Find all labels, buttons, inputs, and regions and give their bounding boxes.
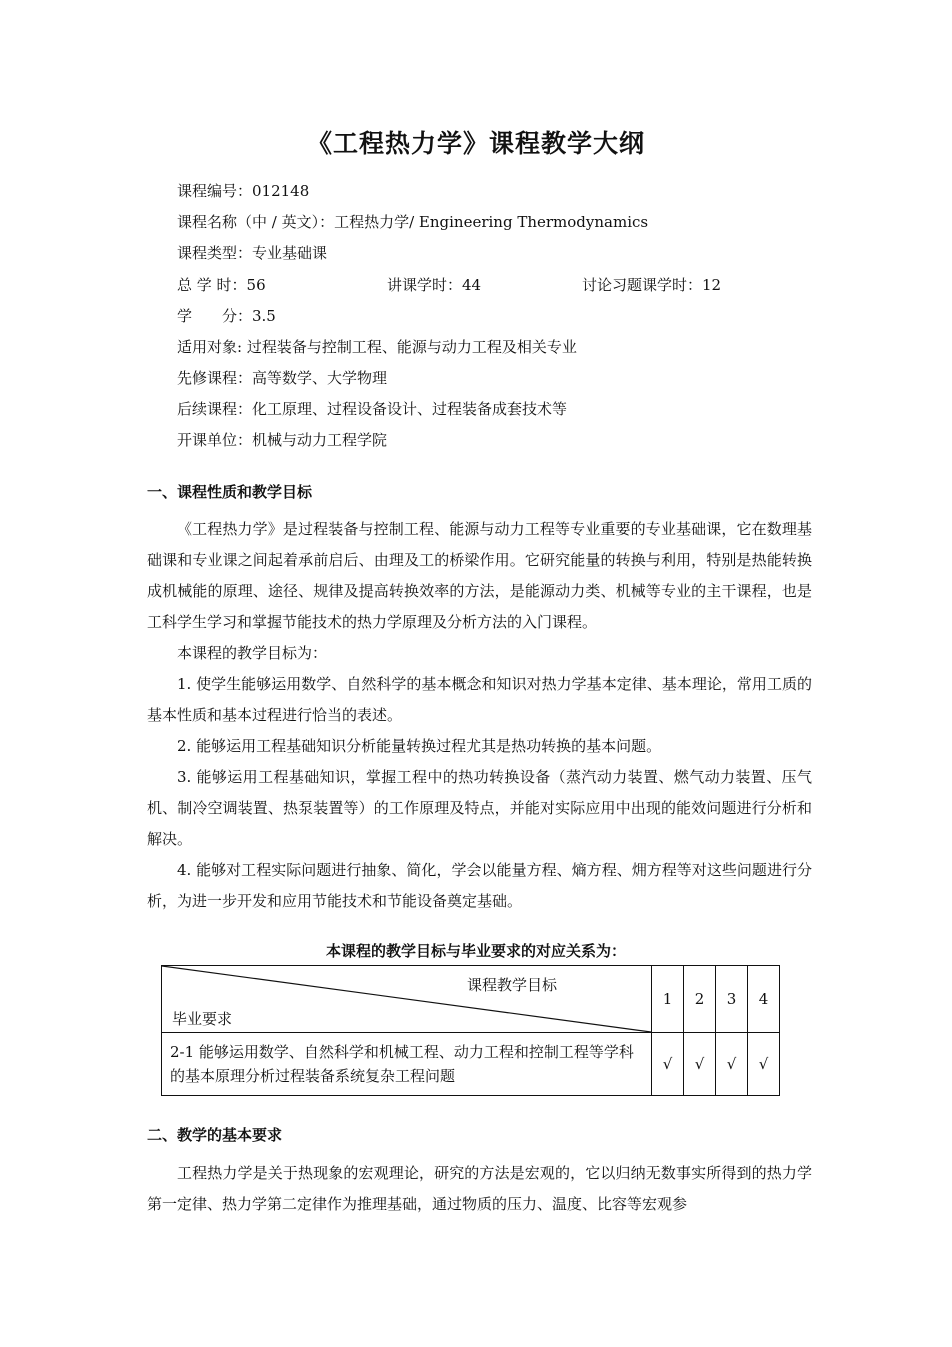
discussion-hours: 讨论习题课学时：12: [582, 276, 722, 294]
requirement-cell: 2-1 能够运用数学、自然科学和机械工程、动力工程和控制工程等学科的基本原理分析过程装备系统复杂工程问题: [162, 1033, 652, 1096]
course-hours-row: [177, 275, 722, 295]
course-target: 适用对象: 过程装备与控制工程、能源与动力工程及相关专业: [177, 338, 577, 356]
course-code: 课程编号：012148: [177, 182, 310, 200]
check-cell-4: √: [748, 1033, 780, 1096]
goal-3: 3. 能够运用工程基础知识，掌握工程中的热功转换设备（蒸汽动力装置、燃气动力装置、压气机、制冷空调装置、热泵装置等）的工作原理及特点，并能对实际应用中出现的能效问题进行分析和解决。: [147, 768, 812, 848]
check-cell-2: √: [684, 1033, 716, 1096]
section-1-heading: 一、课程性质和教学目标: [147, 483, 313, 501]
goal-col-1: 1: [652, 966, 684, 1033]
check-cell-3: √: [716, 1033, 748, 1096]
section-2-heading: 二、教学的基本要求: [147, 1126, 283, 1144]
goal-col-3: 3: [716, 966, 748, 1033]
diagonal-line: [162, 966, 651, 1032]
diagonal-header-cell: [162, 966, 652, 1033]
goal-4: 4. 能够对工程实际问题进行抽象、简化，学会以能量方程、熵方程、㶲方程等对这些问题进行分析，为进一步开发和应用节能技术和节能设备奠定基础。: [147, 861, 812, 910]
course-prerequisites: 先修课程：高等数学、大学物理: [177, 369, 388, 387]
objectives-table: [161, 965, 780, 1096]
goal-2: 2. 能够运用工程基础知识分析能量转换过程尤其是热功转换的基本问题。: [177, 737, 662, 755]
check-cell-1: √: [652, 1033, 684, 1096]
course-name: 课程名称（中 / 英文）：工程热力学/ Engineering Thermodynamics: [177, 213, 649, 231]
goal-col-2: 2: [684, 966, 716, 1033]
course-followups: 后续课程：化工原理、过程设备设计、过程装备成套技术等: [177, 400, 568, 418]
document-title: 《工程热力学》课程教学大纲: [306, 129, 645, 158]
table-header-row: [162, 966, 780, 1033]
section-2-body: [147, 1158, 812, 1220]
section-1-body: [147, 514, 812, 917]
goal-1: 1. 使学生能够运用数学、自然科学的基本概念和知识对热力学基本定律、基本理论，常用工质的基本性质和基本过程进行恰当的表述。: [147, 675, 812, 724]
header-course-goals: 课程教学目标: [467, 976, 558, 994]
goal-col-4: 4: [748, 966, 780, 1033]
paragraph: 《工程热力学》是过程装备与控制工程、能源与动力工程等专业重要的专业基础课，它在数理基础课和专业课之间起着承前启后、由理及工的桥梁作用。它研究能量的转换与利用，特别是热能转换成机械能的原理、途径、规律及提高转换效率的方法，是能源动力类、机械等专业的主干课程，也是工科学生学习和掌握节能技术的热力学原理及分析方法的入门课程。: [147, 520, 812, 631]
course-credits: 学 分：3.5: [177, 307, 276, 325]
paragraph: 本课程的教学目标为：: [177, 644, 328, 662]
lecture-hours: 讲课学时：44: [387, 276, 482, 294]
table-caption: 本课程的教学目标与毕业要求的对应关系为：: [325, 942, 626, 960]
table-row: [162, 1033, 780, 1096]
total-hours: 总 学 时：56: [177, 276, 266, 294]
paragraph: 工程热力学是关于热现象的宏观理论，研究的方法是宏观的，它以归纳无数事实所得到的热力学第一定律、热力学第二定律作为推理基础，通过物质的压力、温度、比容等宏观参: [147, 1164, 812, 1213]
course-type: 课程类型：专业基础课: [177, 244, 328, 262]
header-graduation-req: 毕业要求: [172, 1010, 233, 1028]
course-department: 开课单位：机械与动力工程学院: [177, 431, 388, 449]
